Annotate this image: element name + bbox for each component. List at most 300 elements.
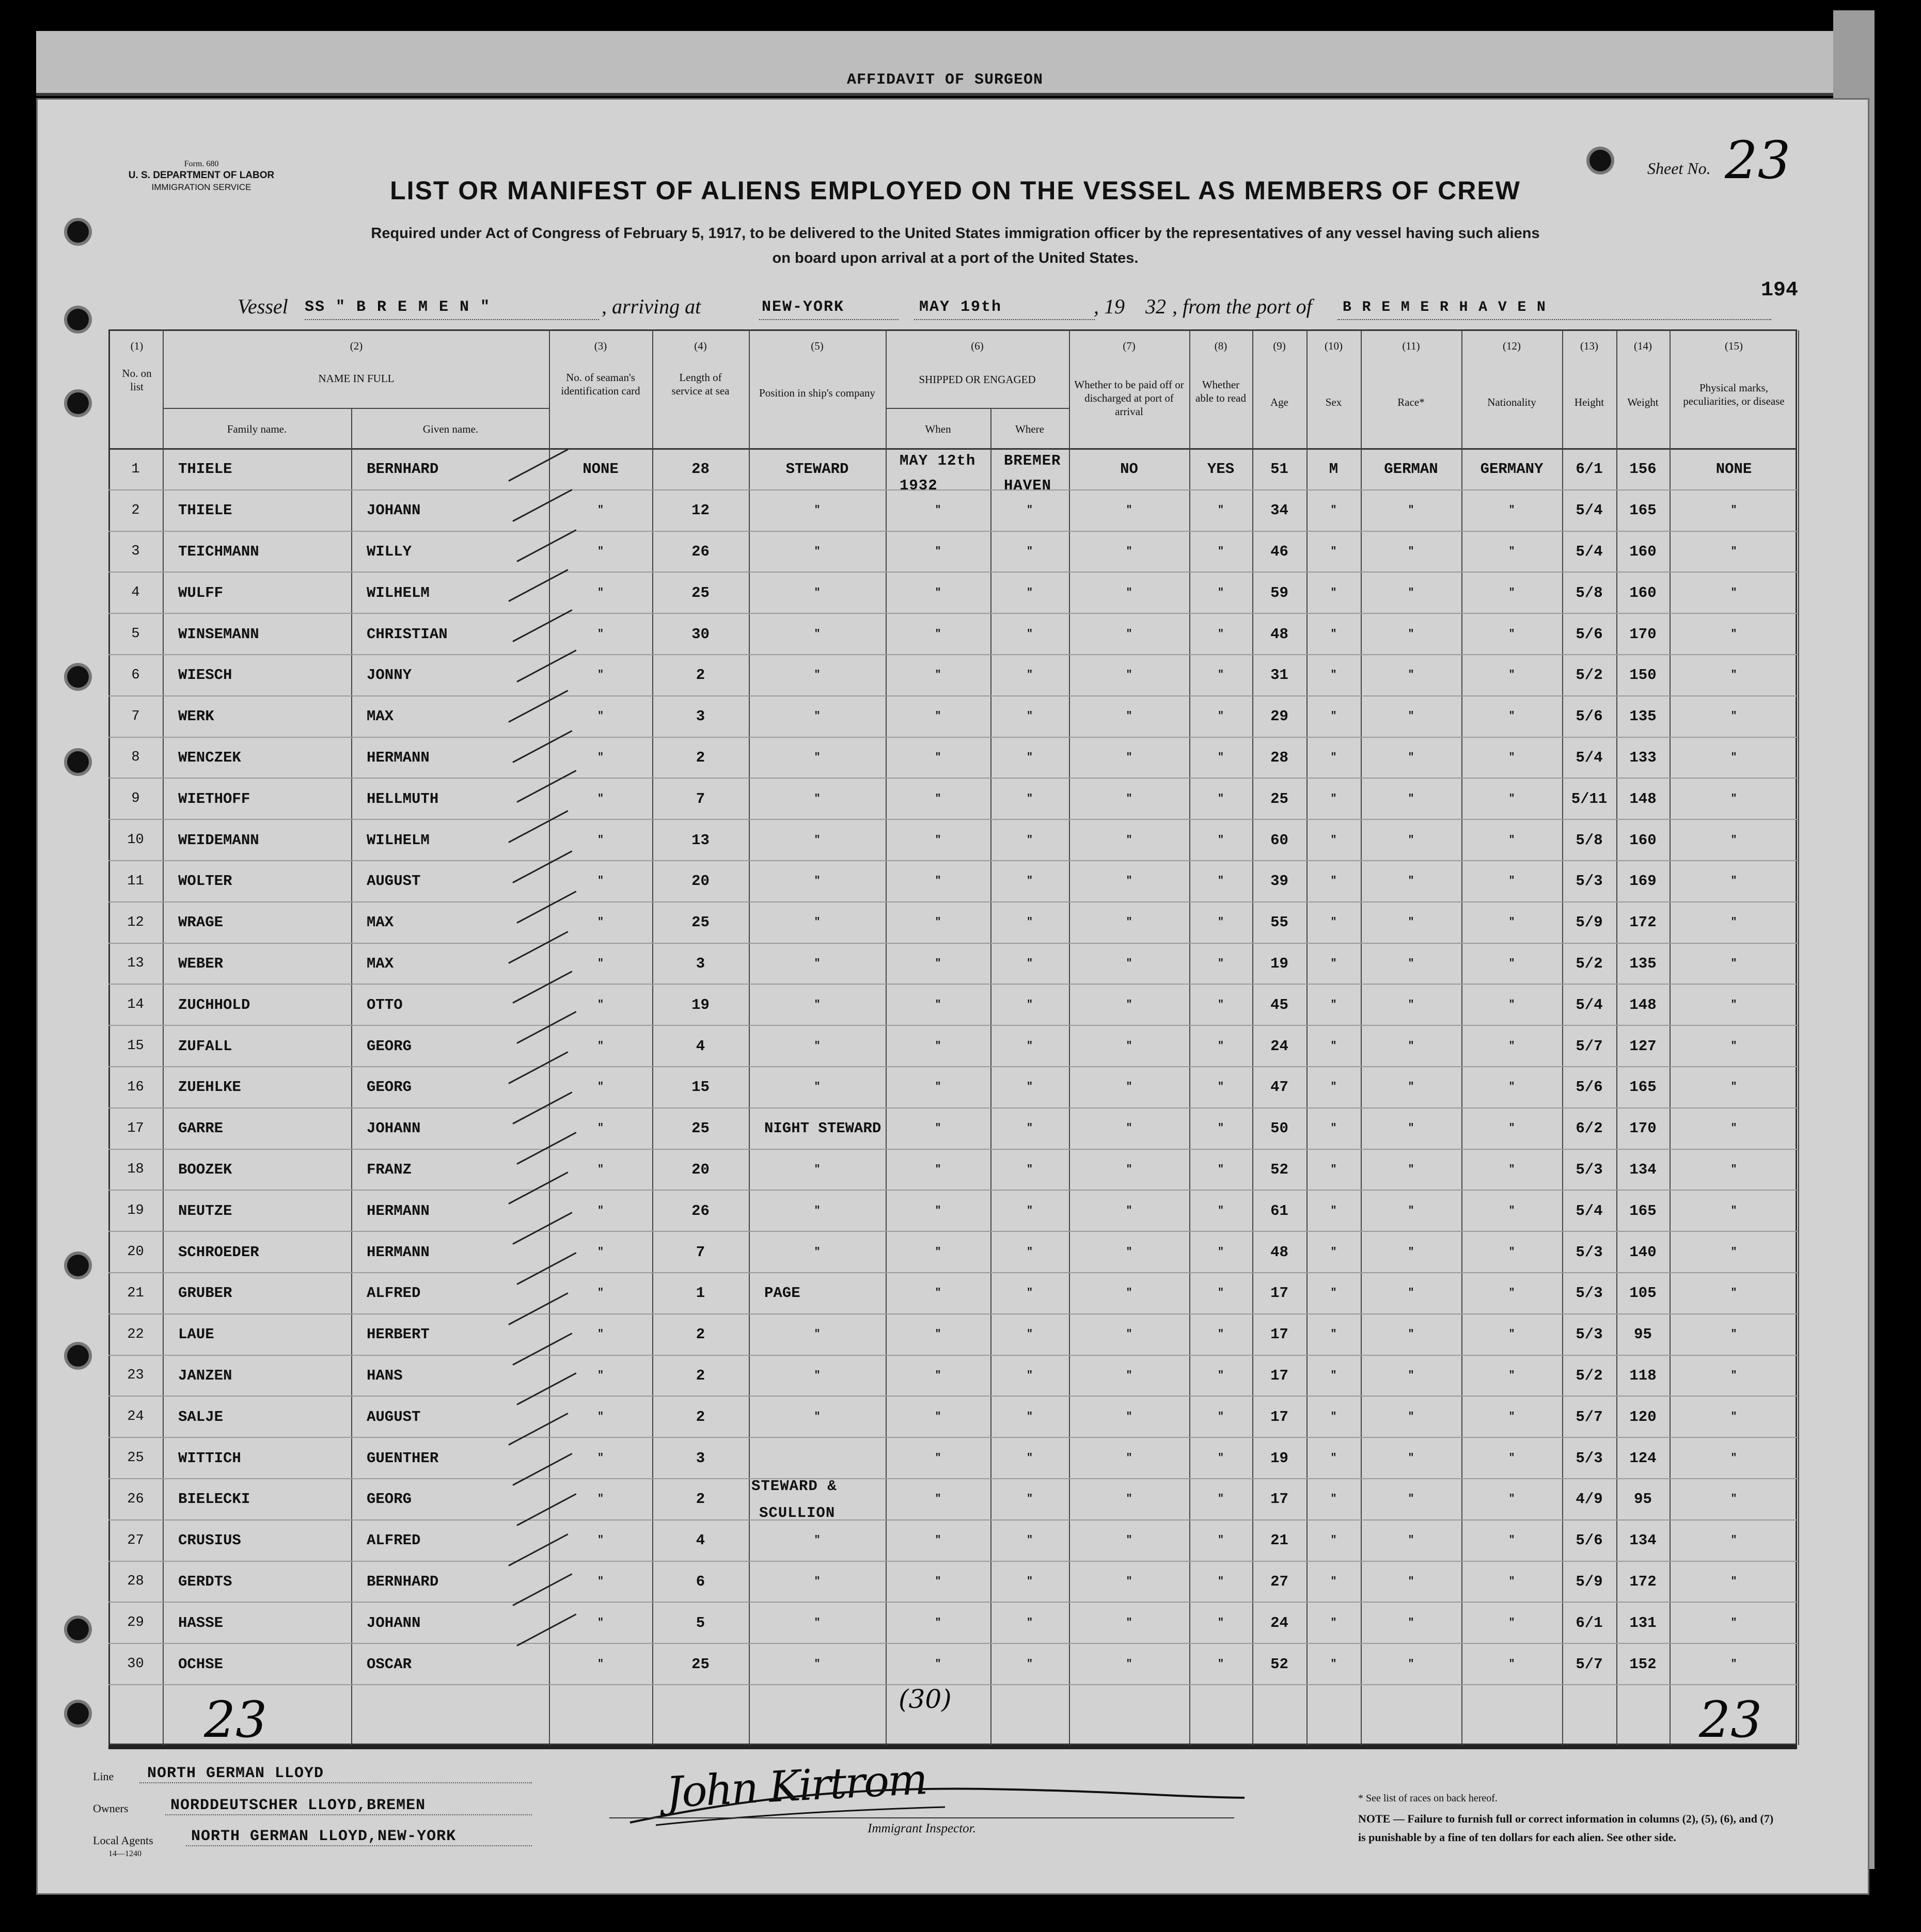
arriving-port: NEW-YORK	[762, 298, 845, 316]
service-length: 7	[696, 1243, 705, 1261]
table-row	[108, 490, 1798, 531]
able-to-read-ditto: "	[1217, 710, 1224, 723]
seaman-card-ditto: "	[597, 999, 604, 1011]
able-to-read-ditto: "	[1217, 1328, 1224, 1341]
race-ditto: "	[1408, 1534, 1414, 1547]
race-ditto: "	[1408, 628, 1414, 640]
given-name: HANS	[367, 1367, 403, 1384]
nationality-ditto: "	[1508, 710, 1515, 723]
punch-hole	[67, 309, 89, 330]
height: 5/8	[1576, 831, 1603, 849]
weight: 165	[1629, 502, 1657, 519]
shipped-when-ditto: "	[935, 1246, 941, 1258]
able-to-read-ditto: "	[1217, 1617, 1224, 1629]
physical-marks-ditto: "	[1730, 875, 1737, 888]
shipped-when-ditto: "	[935, 1534, 941, 1547]
age: 48	[1270, 1243, 1288, 1261]
nationality-ditto: "	[1508, 957, 1515, 970]
height: 4/9	[1576, 1491, 1603, 1508]
race: GERMAN	[1384, 461, 1438, 478]
service-length: 20	[691, 1161, 710, 1178]
service-length: 28	[691, 461, 710, 478]
paid-off-ditto: "	[1126, 916, 1132, 929]
manifest-title: LIST OR MANIFEST OF ALIENS EMPLOYED ON THE VESSEL AS MEMBERS OF CREW	[390, 176, 1521, 205]
height: 5/7	[1576, 1408, 1603, 1426]
shipped-where-ditto: "	[1026, 999, 1033, 1011]
col4-label: Length of service at sea	[671, 371, 730, 397]
position: NIGHT STEWARD	[764, 1120, 881, 1137]
sex-ditto: "	[1330, 1617, 1337, 1629]
weight: 148	[1629, 790, 1657, 807]
total-count-right: 23	[1699, 1691, 1762, 1749]
able-to-read-ditto: "	[1217, 1040, 1224, 1052]
shipped-where-ditto: "	[1026, 1534, 1033, 1547]
row-number: 4	[131, 585, 140, 601]
age: 48	[1270, 625, 1288, 643]
physical-marks-ditto: "	[1730, 957, 1737, 970]
seaman-card-ditto: "	[597, 669, 604, 682]
shipped-when-ditto: "	[935, 1328, 941, 1341]
nationality-ditto: "	[1508, 834, 1515, 846]
given-name: BERNHARD	[367, 461, 439, 478]
col5-number: (5)	[811, 340, 824, 352]
seaman-card-ditto: "	[597, 1493, 604, 1506]
weight: 135	[1629, 955, 1657, 972]
age: 27	[1270, 1573, 1288, 1590]
row-number: 21	[127, 1285, 144, 1301]
physical-marks-ditto: "	[1730, 669, 1737, 682]
col6-label: SHIPPED OR ENGAGED	[919, 373, 1036, 386]
position-ditto: "	[814, 1081, 821, 1094]
paid-off-ditto: "	[1126, 1617, 1132, 1629]
table-bottom-rule	[108, 1745, 1797, 1749]
physical-marks-ditto: "	[1730, 710, 1737, 723]
service-length: 4	[696, 1037, 705, 1055]
height: 5/6	[1576, 625, 1603, 643]
physical-marks-ditto: "	[1730, 1287, 1737, 1300]
able-to-read-ditto: "	[1217, 1081, 1224, 1094]
col11-number: (11)	[1402, 340, 1420, 352]
race-ditto: "	[1408, 1040, 1414, 1052]
row-number: 5	[131, 626, 140, 642]
position-ditto: "	[814, 957, 821, 970]
signature-line	[609, 1817, 1234, 1818]
row-number: 26	[127, 1491, 144, 1507]
shipped-when-ditto: "	[935, 628, 941, 640]
age: 17	[1270, 1367, 1288, 1384]
nationality-ditto: "	[1508, 1287, 1515, 1300]
shipped-where-ditto: "	[1026, 1452, 1033, 1464]
family-name: SCHROEDER	[178, 1243, 259, 1261]
shipped-when-ditto: "	[935, 1040, 941, 1052]
paid-off-ditto: "	[1126, 669, 1132, 682]
position-ditto: "	[814, 793, 821, 805]
given-name: JOHANN	[367, 1120, 421, 1137]
shipped-when-ditto: "	[935, 1287, 941, 1300]
family-name: WENCZEK	[178, 749, 241, 766]
agents-label: Local Agents	[93, 1834, 153, 1847]
row-number: 28	[127, 1574, 144, 1590]
age: 21	[1270, 1532, 1288, 1549]
service-length: 6	[696, 1573, 705, 1590]
position-ditto: "	[814, 1575, 821, 1588]
seaman-card-ditto: "	[597, 1081, 604, 1094]
paid-off-ditto: "	[1126, 1122, 1132, 1135]
age: 24	[1270, 1037, 1288, 1055]
position-ditto: "	[814, 875, 821, 888]
height: 6/1	[1576, 461, 1603, 478]
paid-off: NO	[1120, 461, 1138, 478]
weight: 135	[1629, 708, 1657, 725]
given-name: GEORG	[367, 1079, 412, 1096]
height: 5/11	[1571, 790, 1608, 807]
service-length: 7	[696, 790, 705, 807]
nationality-ditto: "	[1508, 1452, 1515, 1464]
sex-ditto: "	[1330, 751, 1337, 764]
race-ditto: "	[1408, 1493, 1414, 1506]
service-length: 3	[696, 955, 705, 972]
col10-number: (10)	[1325, 340, 1343, 352]
given-name: AUGUST	[367, 1408, 421, 1426]
service-length: 26	[691, 543, 710, 560]
family-name: CRUSIUS	[178, 1532, 241, 1549]
service-length: 2	[696, 1491, 705, 1508]
page-stamp: 194	[1761, 279, 1799, 302]
paid-off-ditto: "	[1126, 1040, 1132, 1052]
age: 39	[1270, 873, 1288, 890]
service-length: 5	[696, 1614, 705, 1632]
shipped-when-ditto: "	[935, 793, 941, 805]
physical-marks-ditto: "	[1730, 1040, 1737, 1052]
table-row	[108, 1314, 1798, 1355]
shipped-where-ditto: "	[1026, 504, 1033, 517]
physical-marks-ditto: "	[1730, 751, 1737, 764]
seaman-card-ditto: "	[597, 1411, 604, 1423]
row-number: 3	[131, 544, 140, 560]
table-row	[108, 531, 1798, 573]
paid-off-ditto: "	[1126, 1328, 1132, 1341]
nationality-ditto: "	[1508, 1122, 1515, 1135]
owners-value: NORDDEUTSCHER LLOYD,BREMEN	[170, 1797, 426, 1814]
shipped-when-line-1: MAY 12th	[900, 452, 976, 469]
physical-marks-ditto: "	[1730, 1575, 1737, 1588]
paid-off-ditto: "	[1126, 628, 1132, 640]
row-number: 1	[131, 461, 140, 477]
col7-label: Whether to be paid off or discharged at port of arrival	[1074, 378, 1184, 418]
position-ditto: "	[814, 1328, 821, 1341]
age: 17	[1270, 1491, 1288, 1508]
seaman-card-ditto: "	[597, 1205, 604, 1217]
nationality-ditto: "	[1508, 1163, 1515, 1176]
form-code: 14—1240	[108, 1849, 141, 1858]
service-length: 25	[691, 1655, 710, 1673]
age: 19	[1270, 1449, 1288, 1467]
shipped-where-ditto: "	[1026, 957, 1033, 970]
table-row	[108, 1067, 1798, 1108]
sex-ditto: "	[1330, 1205, 1337, 1217]
shipped-when-ditto: "	[935, 1411, 941, 1423]
paid-off-ditto: "	[1126, 1575, 1132, 1588]
row-number: 30	[127, 1656, 144, 1672]
row-number: 14	[127, 997, 144, 1013]
table-row	[108, 1479, 1798, 1520]
penalty-note-1: NOTE — Failure to furnish full or correct information in columns (2), (5), (6), and (7)	[1358, 1812, 1774, 1825]
family-name: WULFF	[178, 584, 224, 601]
family-name: WRAGE	[178, 914, 224, 931]
arriving-label: , arriving at	[602, 295, 701, 318]
age: 28	[1270, 749, 1288, 766]
family-name: WIESCH	[178, 667, 232, 684]
service-length: 1	[696, 1285, 705, 1302]
given-name: GEORG	[367, 1037, 412, 1055]
given-name: FRANZ	[367, 1161, 412, 1178]
age: 29	[1270, 708, 1288, 725]
seaman-card-ditto: "	[597, 628, 604, 640]
col15-number: (15)	[1725, 340, 1743, 352]
seaman-card-ditto: "	[597, 710, 604, 723]
able-to-read-ditto: "	[1217, 1163, 1224, 1176]
given-name: JONNY	[367, 667, 412, 684]
table-row	[108, 861, 1798, 902]
family-name: WERK	[178, 708, 214, 725]
given-name: HERMANN	[367, 1202, 430, 1220]
height: 5/6	[1576, 1079, 1603, 1096]
table-row	[108, 1231, 1798, 1273]
position-ditto: "	[814, 628, 821, 640]
height: 5/3	[1576, 1161, 1603, 1178]
paid-off-ditto: "	[1126, 1493, 1132, 1506]
table-row	[108, 737, 1798, 779]
family-name: HASSE	[178, 1614, 224, 1632]
position-empty	[749, 1437, 886, 1479]
age: 61	[1270, 1202, 1288, 1220]
sex-ditto: "	[1330, 669, 1337, 682]
vessel-dotted-line	[305, 319, 599, 320]
shipped-where-ditto: "	[1026, 710, 1033, 723]
race-ditto: "	[1408, 710, 1414, 723]
family-name: SALJE	[178, 1408, 224, 1426]
family-name: GERDTS	[178, 1573, 232, 1590]
table-row	[108, 1561, 1798, 1603]
sex-ditto: "	[1330, 1163, 1337, 1176]
table-row	[108, 1025, 1798, 1067]
physical-marks-ditto: "	[1730, 628, 1737, 640]
nationality-ditto: "	[1508, 1040, 1515, 1052]
nationality-ditto: "	[1508, 1617, 1515, 1629]
paid-off-ditto: "	[1126, 1287, 1132, 1300]
row-number: 7	[131, 708, 140, 724]
from-port-label: , from the port of	[1172, 295, 1312, 318]
height: 5/4	[1576, 502, 1603, 519]
shipped-when-ditto: "	[935, 669, 941, 682]
shipped-when-ditto: "	[935, 1163, 941, 1176]
nationality-ditto: "	[1508, 1246, 1515, 1258]
table-row	[108, 1108, 1798, 1149]
able-to-read-ditto: "	[1217, 999, 1224, 1011]
position-ditto: "	[814, 834, 821, 846]
nationality-ditto: "	[1508, 1369, 1515, 1382]
row-number: 17	[127, 1120, 144, 1136]
family-name: TEICHMANN	[178, 543, 259, 560]
able-to-read: YES	[1207, 461, 1235, 478]
col4-number: (4)	[694, 340, 707, 352]
table-row	[108, 1437, 1798, 1479]
shipped-when-ditto: "	[935, 1122, 941, 1135]
able-to-read-ditto: "	[1217, 545, 1224, 558]
given-name: JOHANN	[367, 1614, 421, 1632]
shipped-when-ditto: "	[935, 587, 941, 599]
position-ditto: "	[814, 1205, 821, 1217]
family-name: LAUE	[178, 1326, 214, 1343]
physical-marks-ditto: "	[1730, 504, 1737, 517]
arrival-date: MAY 19th	[919, 298, 1002, 316]
height: 5/3	[1576, 1285, 1603, 1302]
height: 6/2	[1576, 1120, 1603, 1137]
position-ditto: "	[814, 1658, 821, 1670]
col6-number: (6)	[971, 340, 984, 352]
position-ditto: "	[814, 1411, 821, 1423]
paid-off-ditto: "	[1126, 834, 1132, 846]
subtitle-line-2: on board upon arrival at a port of the United States.	[772, 250, 1139, 266]
paid-off-ditto: "	[1126, 875, 1132, 888]
shipped-when-ditto: "	[935, 1369, 941, 1382]
age: 17	[1270, 1326, 1288, 1343]
physical-marks-ditto: "	[1730, 1658, 1737, 1670]
physical-marks-ditto: "	[1730, 1369, 1737, 1382]
shipped-where-ditto: "	[1026, 1575, 1033, 1588]
table-row	[108, 1149, 1798, 1191]
race-ditto: "	[1408, 504, 1414, 517]
weight: 95	[1634, 1491, 1652, 1508]
given-name: WILHELM	[367, 584, 430, 601]
physical-marks-ditto: "	[1730, 834, 1737, 846]
nationality-ditto: "	[1508, 1534, 1515, 1547]
punch-hole	[67, 1619, 89, 1640]
punch-hole	[67, 392, 89, 414]
nationality-ditto: "	[1508, 875, 1515, 888]
col12-label: Nationality	[1487, 396, 1536, 408]
seaman-card-ditto: "	[597, 545, 604, 558]
shipped-where-ditto: "	[1026, 545, 1033, 558]
given-name: CHRISTIAN	[367, 625, 448, 643]
family-name: WEIDEMANN	[178, 831, 259, 849]
service-name: IMMIGRATION SERVICE	[151, 182, 251, 192]
age: 31	[1270, 667, 1288, 684]
sex-ditto: "	[1330, 999, 1337, 1011]
race-ditto: "	[1408, 875, 1414, 888]
seaman-card-ditto: "	[597, 1575, 604, 1588]
position: PAGE	[764, 1285, 800, 1302]
race-ditto: "	[1408, 916, 1414, 929]
shipped-where-ditto: "	[1026, 1493, 1033, 1506]
service-length: 19	[691, 996, 710, 1013]
row-number: 18	[127, 1162, 144, 1178]
paid-off-ditto: "	[1126, 504, 1132, 517]
shipped-when-ditto: "	[935, 1658, 941, 1670]
shipped-when-ditto: "	[935, 1617, 941, 1629]
punch-hole	[67, 1703, 89, 1724]
position-ditto: "	[814, 710, 821, 723]
physical-marks-ditto: "	[1730, 1534, 1737, 1547]
race-ditto: "	[1408, 1081, 1414, 1094]
shipped-where-ditto: "	[1026, 1040, 1033, 1052]
physical-marks-ditto: "	[1730, 1081, 1737, 1094]
position-ditto: "	[814, 1369, 821, 1382]
given-name: JOHANN	[367, 502, 421, 519]
punch-hole	[67, 1255, 89, 1276]
weight: 134	[1629, 1161, 1657, 1178]
height: 5/6	[1576, 1532, 1603, 1549]
col2-family-label: Family name.	[227, 423, 287, 435]
seaman-card-ditto: "	[597, 504, 604, 517]
given-name: HERBERT	[367, 1326, 430, 1343]
line-label: Line	[93, 1770, 114, 1783]
height: 5/7	[1576, 1037, 1603, 1055]
height: 5/2	[1576, 1367, 1603, 1384]
date-dotted-line	[914, 319, 1095, 320]
able-to-read-ditto: "	[1217, 628, 1224, 640]
seaman-card-ditto: "	[597, 793, 604, 805]
total-shipped: (30)	[899, 1684, 952, 1714]
table-row	[108, 1643, 1798, 1685]
year-prefix: , 19	[1094, 295, 1125, 318]
port-dotted-line	[1337, 319, 1771, 320]
inspector-label: Immigrant Inspector.	[868, 1822, 976, 1835]
physical-marks-ditto: "	[1730, 1246, 1737, 1258]
shipped-where-ditto: "	[1026, 1122, 1033, 1135]
crew-table	[108, 449, 1798, 1685]
family-name: JANZEN	[178, 1367, 232, 1384]
able-to-read-ditto: "	[1217, 834, 1224, 846]
paid-off-ditto: "	[1126, 1658, 1132, 1670]
service-length: 3	[696, 1449, 705, 1467]
given-name: WILHELM	[367, 831, 430, 849]
table-row	[108, 613, 1798, 655]
seaman-card-ditto: "	[597, 1369, 604, 1382]
shipped-where-ditto: "	[1026, 1369, 1033, 1382]
age: 17	[1270, 1408, 1288, 1426]
arriving-dotted-line	[759, 319, 899, 320]
race-ditto: "	[1408, 1411, 1414, 1423]
given-name: ALFRED	[367, 1532, 421, 1549]
given-name: ALFRED	[367, 1285, 421, 1302]
col15-label: Physical marks, peculiarities, or disease	[1683, 382, 1785, 407]
nationality-ditto: "	[1508, 1411, 1515, 1423]
nationality-ditto: "	[1508, 628, 1515, 640]
weight: 95	[1634, 1326, 1652, 1343]
sex-ditto: "	[1330, 1534, 1337, 1547]
shipped-where-ditto: "	[1026, 587, 1033, 599]
weight: 133	[1629, 749, 1657, 766]
col2-label: NAME IN FULL	[318, 372, 395, 385]
age: 52	[1270, 1655, 1288, 1673]
family-name: GRUBER	[178, 1285, 232, 1302]
table-row	[108, 1602, 1798, 1643]
family-name: WOLTER	[178, 873, 232, 890]
height: 5/8	[1576, 584, 1603, 601]
nationality-ditto: "	[1508, 999, 1515, 1011]
height: 5/9	[1576, 914, 1603, 931]
shipped-where-ditto: "	[1026, 1163, 1033, 1176]
service-length: 2	[696, 1367, 705, 1384]
service-length: 30	[691, 625, 710, 643]
col1-label: No. on list	[122, 367, 152, 393]
able-to-read-ditto: "	[1217, 504, 1224, 517]
col8-number: (8)	[1214, 340, 1227, 352]
col8-label: Whether able to read	[1195, 378, 1246, 404]
height: 5/7	[1576, 1655, 1603, 1673]
given-name: GEORG	[367, 1491, 412, 1508]
